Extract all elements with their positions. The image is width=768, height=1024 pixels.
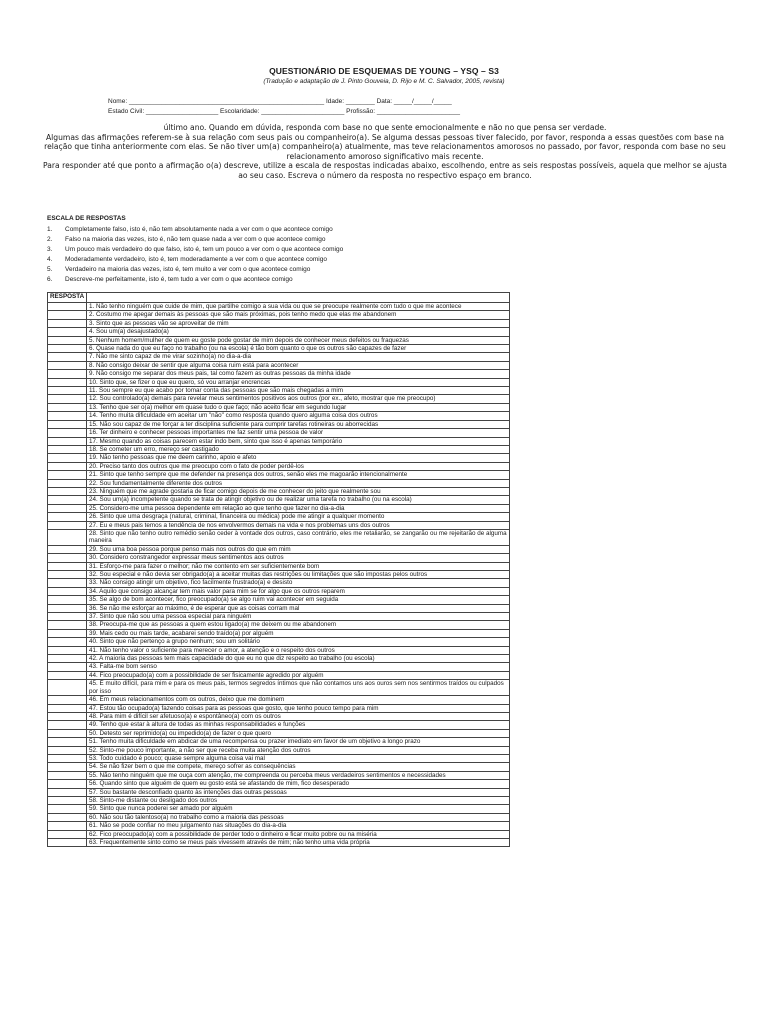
item-text: 24. Sou um(a) incompetente quando se trata de atingir objetivo ou de realizar uma tarefa no trabalho (ou na escola): [87, 496, 510, 504]
answer-cell[interactable]: [48, 378, 87, 386]
answer-cell[interactable]: [48, 646, 87, 654]
table-row: [48, 613, 510, 621]
item-text: 10. Sinto que, se fizer o que eu quero, só vou arranjar encrencas: [87, 378, 510, 386]
scale-item-text: Descreve-me perfeitamente, isto é, tem tudo a ver com o que acontece comigo: [65, 276, 293, 283]
answer-cell[interactable]: [48, 471, 87, 479]
table-row: [48, 521, 510, 529]
answer-cell[interactable]: [48, 579, 87, 587]
answer-cell[interactable]: [48, 671, 87, 679]
item-text: 9. Não consigo me separar dos meus pais, tal como fazem as outras pessoas da minha idade: [87, 370, 510, 378]
item-text: 52. Sinto-me pouco importante, a não ser que receba muita atenção dos outros: [87, 746, 510, 754]
answer-cell[interactable]: [48, 763, 87, 771]
answer-cell[interactable]: [48, 571, 87, 579]
item-text: 13. Tenho que ser o(a) melhor em quase tudo o que faço; não aceito ficar em segundo lugar: [87, 403, 510, 411]
table-row: [48, 529, 510, 545]
answer-cell[interactable]: [48, 370, 87, 378]
table-row: [48, 746, 510, 754]
item-text: 26. Sinto que uma desgraça (natural, criminal, financeira ou médica) pode me atingir a qualquer momento: [87, 513, 510, 521]
scale-item-number: 4.: [47, 256, 53, 263]
response-scale-list: [47, 225, 343, 285]
page-subtitle: (Tradução e adaptação de J. Pinto Gouveia, D. Rijo e M. C. Salvador, 2005, revista): [263, 78, 505, 85]
form-line-name-age-date: Nome: ______________________________________________________ Idade: ________ Data: _____/_____/_____: [108, 98, 452, 105]
table-row: [48, 704, 510, 712]
table-row: [48, 780, 510, 788]
item-text: 42. A maioria das pessoas tem mais capacidade do que eu no que diz respeito ao trabalho (ou escola): [87, 655, 510, 663]
table-row: [48, 771, 510, 779]
scale-item: [47, 235, 343, 245]
answer-cell[interactable]: [48, 387, 87, 395]
answer-cell[interactable]: [48, 545, 87, 553]
answer-cell[interactable]: [48, 479, 87, 487]
table-row: [48, 471, 510, 479]
form-line-civil-status-education-profession: Estado Civil: ____________________ Escolaridade: _______________________ Profissão: _______________________: [108, 108, 461, 115]
answer-cell[interactable]: [48, 303, 87, 311]
answer-cell[interactable]: [48, 328, 87, 336]
table-row: [48, 562, 510, 570]
instructions-paragraph-1: último ano. Quando em dúvida, responda com base no que sente emocionalmente e não no que pensa ser verdade.: [163, 123, 607, 132]
item-text: 47. Estou tão ocupado(a) fazendo coisas para as pessoas que gosto, que tenho pouco tempo para mim: [87, 704, 510, 712]
scale-item-number: 5.: [47, 266, 53, 273]
table-row: [48, 303, 510, 311]
answer-cell[interactable]: [48, 604, 87, 612]
answer-cell[interactable]: [48, 454, 87, 462]
answer-cell[interactable]: [48, 429, 87, 437]
table-row: [48, 729, 510, 737]
table-row: [48, 496, 510, 504]
instructions-paragraph-3: Para responder até que ponto a afirmação o(a) descreve, utilize a escala de respostas indicadas abaixo, escolhendo, entre as seis respostas possíveis, aquela que melhor se ajusta ao seu caso. Escreva o número da resposta no respectivo espaço em branco.: [43, 161, 727, 180]
answer-cell[interactable]: [48, 788, 87, 796]
item-text: 45. É muito difícil, para mim e para os meus pais, termos segredos íntimos que não contamos uns aos ouros sem nos sentirmos traídos ou culpados por isso: [87, 680, 510, 696]
answer-cell[interactable]: [48, 513, 87, 521]
item-text: 38. Preocupa-me que as pessoas a quem estou ligado(a) me deixem ou me abandonem: [87, 621, 510, 629]
answer-cell[interactable]: [48, 403, 87, 411]
item-text: 25. Considero-me uma pessoa dependente em relação ao que tenho que fazer no dia-a-dia: [87, 504, 510, 512]
answer-cell[interactable]: [48, 754, 87, 762]
item-text: 43. Falta-me bom senso: [87, 663, 510, 671]
table-row: [48, 796, 510, 804]
scale-item-text: Um pouco mais verdadeiro do que falso, isto é, tem um pouco a ver com o que acontece comigo: [65, 246, 344, 253]
item-text: 27. Eu e meus pais temos a tendência de nos envolvermos demais na vida e nos problemas uns dos outros: [87, 521, 510, 529]
answer-cell[interactable]: [48, 638, 87, 646]
table-row: [48, 663, 510, 671]
table-row: [48, 412, 510, 420]
answer-cell[interactable]: [48, 721, 87, 729]
table-row: [48, 378, 510, 386]
table-row: [48, 554, 510, 562]
item-text: 56. Quando sinto que alguém de quem eu gosto está se afastando de mim, fico desesperado: [87, 780, 510, 788]
item-text: 3. Sinto que as pessoas vão se aproveitar de mim: [87, 319, 510, 327]
scale-item: [47, 275, 343, 285]
scale-item: [47, 245, 343, 255]
table-row: [48, 387, 510, 395]
item-text: 11. Sou sempre eu que acabo por tomar conta das pessoas que são mais chegadas a mim: [87, 387, 510, 395]
table-row: [48, 629, 510, 637]
table-row: [48, 721, 510, 729]
answer-cell[interactable]: [48, 621, 87, 629]
table-row: [48, 805, 510, 813]
answer-cell[interactable]: [48, 353, 87, 361]
table-row: [48, 587, 510, 595]
item-text: 37. Sinto que não sou uma pessoa especial para ninguém: [87, 613, 510, 621]
answer-cell[interactable]: [48, 805, 87, 813]
item-text: 31. Esforço-me para fazer o melhor; não me contento em ser suficientemente bom: [87, 562, 510, 570]
item-text: 17. Mesmo quando as coisas parecem estar indo bem, sinto que isso é apenas temporário: [87, 437, 510, 445]
answer-cell[interactable]: [48, 521, 87, 529]
item-text: 41. Não tenho valor o suficiente para merecer o amor, a atenção e o respeito dos outros: [87, 646, 510, 654]
scale-item-text: Verdadeiro na maioria das vezes, isto é, tem muito a ver com o que acontece comigo: [65, 266, 311, 273]
table-row: [48, 671, 510, 679]
table-row: [48, 462, 510, 470]
scale-item-number: 1.: [47, 226, 53, 233]
answer-cell[interactable]: [48, 487, 87, 495]
scale-item: [47, 255, 343, 265]
item-text: 62. Fico preocupado(a) com a possibilidade de perder todo o dinheiro e ficar muito pobre ou na miséria: [87, 830, 510, 838]
item-text: 48. Para mim é difícil ser afetuoso(a) e espontâneo(a) com os outros: [87, 712, 510, 720]
item-text: 32. Sou especial e não devia ser obrigado(a) a aceitar muitas das restrições ou limitações que são impostas pelos outros: [87, 571, 510, 579]
table-row: [48, 545, 510, 553]
item-text: 8. Não consigo deixar de sentir que alguma coisa ruim está para acontecer: [87, 361, 510, 369]
answer-cell[interactable]: [48, 704, 87, 712]
table-row: [48, 621, 510, 629]
table-row: [48, 763, 510, 771]
answer-cell[interactable]: [48, 830, 87, 838]
answer-cell[interactable]: [48, 746, 87, 754]
table-row: [48, 696, 510, 704]
answer-cell[interactable]: [48, 813, 87, 821]
answer-cell[interactable]: [48, 796, 87, 804]
item-text: 46. Em meus relacionamentos com os outros, deixo que me dominem: [87, 696, 510, 704]
table-row: [48, 604, 510, 612]
table-row: [48, 579, 510, 587]
answer-cell[interactable]: [48, 655, 87, 663]
item-text: 5. Nenhum homem/mulher de quem eu goste pode gostar de mim depois de conhecer meus defeitos ou fraquezas: [87, 336, 510, 344]
scale-item: [47, 225, 343, 235]
table-row: [48, 311, 510, 319]
answer-cell[interactable]: [48, 738, 87, 746]
item-text: 1. Não tenho ninguém que cuide de mim, que partilhe comigo a sua vida ou que se preocupe realmente com tudo o que me acontece: [87, 303, 510, 311]
table-row: [48, 353, 510, 361]
answer-cell[interactable]: [48, 822, 87, 830]
instructions: [40, 123, 730, 180]
table-row: [48, 596, 510, 604]
table-row: [48, 712, 510, 720]
table-row: [48, 328, 510, 336]
table-row: [48, 754, 510, 762]
answer-cell[interactable]: [48, 345, 87, 353]
table-row: [48, 319, 510, 327]
item-text: 57. Sou bastante desconfiado quanto às intenções das outras pessoas: [87, 788, 510, 796]
answer-cell[interactable]: [48, 780, 87, 788]
item-text: 12. Sou controlado(a) demais para revelar meus sentimentos positivos aos outros (por ex., afeto, mostrar que me preocupo): [87, 395, 510, 403]
item-text: 39. Mais cedo ou mais tarde, acabarei sendo traído(a) por alguém: [87, 629, 510, 637]
answer-cell[interactable]: [48, 839, 87, 847]
table-row: [48, 370, 510, 378]
table-row: [48, 504, 510, 512]
answer-cell[interactable]: [48, 629, 87, 637]
item-text: 54. Se não fizer bem o que me compete, mereço sofrer as consequências: [87, 763, 510, 771]
item-text: 2. Costumo me apegar demais às pessoas que são mais próximas, pois tenho medo que elas me abandonem: [87, 311, 510, 319]
answer-cell[interactable]: [48, 395, 87, 403]
item-text: 21. Sinto que tenho sempre que me defender na presença dos outros, senão eles me magoarão intencionalmente: [87, 471, 510, 479]
answer-cell[interactable]: [48, 696, 87, 704]
scale-item-text: Completamente falso, isto é, não tem absolutamente nada a ver com o que acontece comigo: [65, 226, 333, 233]
item-text: 59. Sinto que nunca poderei ser amado por alguém: [87, 805, 510, 813]
answer-cell[interactable]: [48, 437, 87, 445]
table-row: [48, 646, 510, 654]
table-row: [48, 830, 510, 838]
table-row: [48, 680, 510, 696]
response-table: [47, 292, 510, 847]
answer-cell[interactable]: [48, 445, 87, 453]
item-text: 16. Ter dinheiro e conhecer pessoas importantes me faz sentir uma pessoa de valor: [87, 429, 510, 437]
table-row: [48, 738, 510, 746]
item-text: 30. Considero constrangedor expressar meus sentimentos aos outros: [87, 554, 510, 562]
table-row: [48, 788, 510, 796]
scale-item-text: Moderadamente verdadeiro, isto é, tem moderadamente a ver com o que acontece comigo: [65, 256, 327, 263]
table-row: [48, 454, 510, 462]
item-text: 58. Sinto-me distante ou desligado dos outros: [87, 796, 510, 804]
table-row: [48, 822, 510, 830]
table-row: [48, 655, 510, 663]
answer-cell[interactable]: [48, 613, 87, 621]
item-text: 60. Não sou tão talentoso(a) no trabalho como a maioria das pessoas: [87, 813, 510, 821]
table-row: [48, 839, 510, 847]
answer-cell[interactable]: [48, 562, 87, 570]
item-text: 53. Todo cuidado é pouco; quase sempre alguma coisa vai mal: [87, 754, 510, 762]
item-text: 19. Não tenho pessoas que me deem carinho, apoio e afeto: [87, 454, 510, 462]
scale-item-number: 3.: [47, 246, 53, 253]
table-row: [48, 361, 510, 369]
answer-cell[interactable]: [48, 496, 87, 504]
answer-cell[interactable]: [48, 554, 87, 562]
table-row: [48, 345, 510, 353]
answer-cell[interactable]: [48, 504, 87, 512]
item-text: 63. Frequentemente sinto como se meus pais vivessem através de mim; não tenho uma vida própria: [87, 839, 510, 847]
table-row: [48, 479, 510, 487]
scale-item-number: 6.: [47, 276, 53, 283]
item-text: 22. Sou fundamentalmente diferente dos outros: [87, 479, 510, 487]
item-text: 29. Sou uma boa pessoa porque penso mais nos outros do que em mim: [87, 545, 510, 553]
response-table-header-row: [48, 293, 510, 303]
answer-cell[interactable]: [48, 596, 87, 604]
item-text: 14. Tenho muita dificuldade em aceitar um "não" como resposta quando quero alguma coisa dos outros: [87, 412, 510, 420]
answer-cell[interactable]: [48, 319, 87, 327]
item-text: 61. Não se pode confiar no meu julgamento nas situações do dia-a-dia: [87, 822, 510, 830]
item-text: 7. Não me sinto capaz de me virar sozinho(a) no dia-a-dia: [87, 353, 510, 361]
item-text: 55. Não tenho ninguém que me ouça com atenção, me compreenda ou perceba meus verdadeiros sentimentos e necessidades: [87, 771, 510, 779]
item-text: 33. Não consigo atingir um objetivo, fico facilmente frustrado(a) e desisto: [87, 579, 510, 587]
table-row: [48, 429, 510, 437]
table-row: [48, 638, 510, 646]
item-text: 34. Aquilo que consigo alcançar tem mais valor para mim se for algo que os outros reparem: [87, 587, 510, 595]
answer-cell[interactable]: [48, 680, 87, 696]
item-text: 49. Tenho que estar à altura de todas as minhas responsabilidades e funções: [87, 721, 510, 729]
table-row: [48, 571, 510, 579]
answer-cell[interactable]: [48, 729, 87, 737]
item-text: 15. Não sou capaz de me forçar a ter disciplina suficiente para cumprir tarefas rotineiras ou aborrecidas: [87, 420, 510, 428]
table-row: [48, 336, 510, 344]
item-text: 6. Quase nada do que eu faço no trabalho (ou na escola) é tão bom quanto o que os outros são capazes de fazer: [87, 345, 510, 353]
table-row: [48, 395, 510, 403]
table-row: [48, 437, 510, 445]
answer-cell[interactable]: [48, 462, 87, 470]
response-table-body: [48, 303, 510, 847]
scale-item-text: Falso na maioria das vezes, isto é, não tem quase nada a ver com o que acontece comigo: [65, 236, 326, 243]
answer-cell[interactable]: [48, 712, 87, 720]
item-text: 28. Sinto que não tenho outro remédio senão ceder à vontade dos outros, caso contrário, eles me retaliarão, se zangarão ou me rejeitarão de alguma maneira: [87, 529, 510, 545]
answer-cell[interactable]: [48, 663, 87, 671]
table-row: [48, 513, 510, 521]
answer-cell[interactable]: [48, 361, 87, 369]
item-column-header: [87, 293, 510, 303]
scale-item: [47, 265, 343, 275]
answer-cell[interactable]: [48, 420, 87, 428]
table-row: [48, 813, 510, 821]
scale-item-number: 2.: [47, 236, 53, 243]
page-title: QUESTIONÁRIO DE ESQUEMAS DE YOUNG – YSQ – S3: [269, 66, 499, 76]
answer-cell[interactable]: [48, 412, 87, 420]
instructions-paragraph-2: Algumas das afirmações referem-se à sua relação com seus pais ou companheiro(a). Se alguma dessas pessoas tiver falecido, por favor, responda a essas questões com base na relação que tinha anteriormente com elas. Se não tiver um(a) companheiro(a) atualmente, mas teve relacionamentos amorosos no passado, por favor, responda com base no seu relacionamento amoroso significativo mais recente.: [44, 132, 726, 161]
item-text: 20. Preciso tanto dos outros que me preocupo com o fato de poder perdê-los: [87, 462, 510, 470]
answer-cell[interactable]: [48, 311, 87, 319]
answer-cell[interactable]: [48, 587, 87, 595]
item-text: 23. Ninguém que me agrade gostaria de ficar comigo depois de me conhecer do jeito que realmente sou: [87, 487, 510, 495]
table-row: [48, 403, 510, 411]
item-text: 4. Sou um(a) desajustado(a): [87, 328, 510, 336]
table-row: [48, 420, 510, 428]
answer-cell[interactable]: [48, 336, 87, 344]
table-row: [48, 487, 510, 495]
item-text: 50. Detesto ser reprimido(a) ou impedido(a) de fazer o que quero: [87, 729, 510, 737]
table-row: [48, 445, 510, 453]
response-scale-title: ESCALA DE RESPOSTAS: [47, 215, 126, 222]
answer-cell[interactable]: [48, 529, 87, 545]
item-text: 44. Fico preocupado(a) com a possibilidade de ser fisicamente agredido por alguém: [87, 671, 510, 679]
response-column-header: RESPOSTA: [48, 293, 87, 303]
item-text: 35. Se algo de bom acontecer, fico preocupado(a) se algo ruim vai acontecer em seguida: [87, 596, 510, 604]
item-text: 18. Se cometer um erro, mereço ser castigado: [87, 445, 510, 453]
answer-cell[interactable]: [48, 771, 87, 779]
item-text: 51. Tenho muita dificuldade em abdicar de uma recompensa ou prazer imediato em favor de um objetivo a longo prazo: [87, 738, 510, 746]
item-text: 40. Sinto que não pertenço a grupo nenhum; sou um solitário: [87, 638, 510, 646]
item-text: 36. Se não me esforçar ao máximo, é de esperar que as coisas corram mal: [87, 604, 510, 612]
